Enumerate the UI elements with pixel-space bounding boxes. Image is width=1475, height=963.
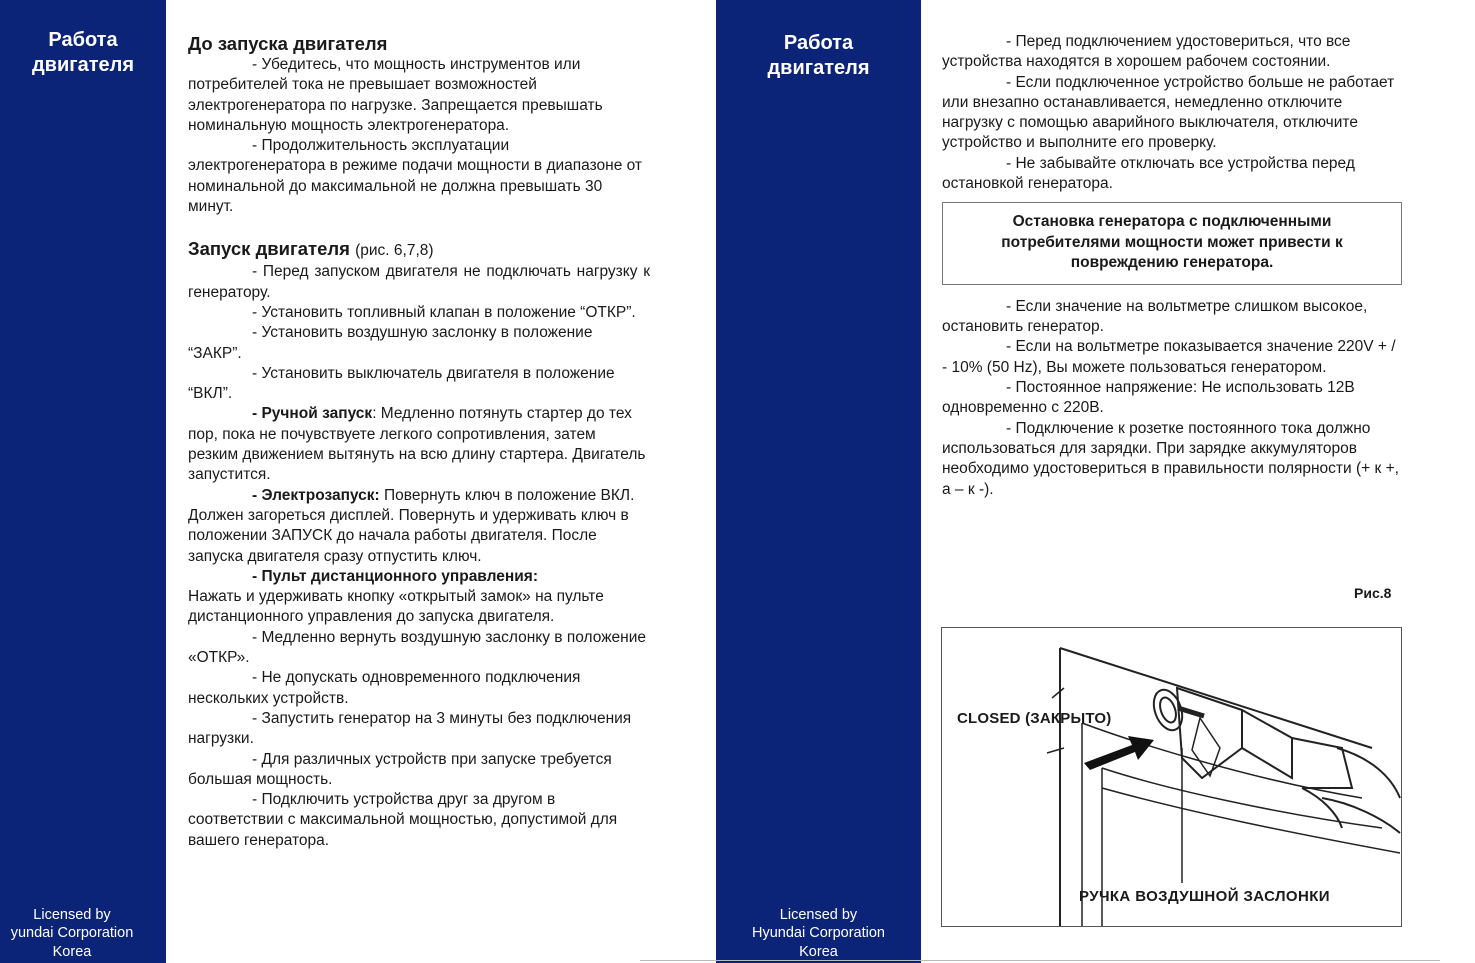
paragraph: - Не допускать одновременного подключения нескольких устройств. [188,669,581,707]
choke-figure [941,627,1402,927]
bottom-rule [640,960,1440,961]
paragraph: - Медленно вернуть воздушную заслонку в положение «ОТКР». [188,628,647,667]
paragraph-manual-start: - Ручной запуск: Медленно потянуть стартер до тех пор, пока не почувствуете легкого сопротивления, затем резким движением вытянуть на всю длину стартера. Двигатель запустится. [188,405,646,484]
paragraph: - Убедитесь, что мощность инструментов или потребителей тока не превышает возможностей электрогенератора по нагрузке. Запрещается превышать номинальную мощность электрогенератора. [188,56,603,134]
sidebar-title: Работа двигателя [767,32,870,79]
paragraph-electric-start: - Электрозапуск: Повернуть ключ в положение ВКЛ. Должен загореться дисплей. Повернуть и удерживать ключ в положении ЗАПУСК до начала работы двигателя. После запуска двигателя сразу отпустить ключ. [188,486,635,565]
paragraph-remote-control: - Пульт дистанционного управления: Нажать и удерживать кнопку «открытый замок» на пульте дистанционного управления до запуска двигателя. [188,567,604,626]
paragraph: - Установить топливный клапан в положение “ОТКР”. [252,303,636,321]
paragraph: - Не забывайте отключать все устройства перед остановкой генератора. [942,154,1355,193]
license-note: Licensed by yundai Corporation Korea [10,906,134,960]
paragraph: - Установить выключатель двигателя в положение “ВКЛ”. [188,364,615,403]
section-heading-engine-start: Запуск двигателя (рис. 6,7,8) [188,238,434,260]
paragraph: - Установить воздушную заслонку в положение “ЗАКР”. [188,324,593,362]
warning-box: Остановка генератора с подключенными потребителями мощности может привести к повреждению генератора. [942,202,1402,285]
paragraph: - Перед подключением удостовериться, что все устройства находятся в хорошем рабочем состоянии. [942,33,1351,71]
choke-illustration [942,628,1401,926]
choke-handle-label: РУЧКА ВОЗДУШНОЙ ЗАСЛОНКИ [1079,888,1330,905]
right-column [942,32,1404,500]
paragraph: - Постоянное напряжение: Не использовать 12В одновременно с 220В. [942,379,1355,417]
left-sidebar [0,0,166,963]
left-column [188,33,650,851]
paragraph: - Если значение на вольтметре слишком высокое, остановить генератор. [942,297,1368,336]
paragraph: - Перед запуском двигателя не подключать нагрузку к генератору. [188,263,650,301]
right-sidebar [716,0,921,963]
closed-label: CLOSED (ЗАКРЫТО) [957,710,1112,727]
license-note: Licensed by Hyundai Corporation Korea [752,906,885,960]
paragraph: - Если подключенное устройство больше не работает или внезапно останавливается, немедленно отключите нагрузку с помощью аварийного выключателя, отключите устройство и выполните его проверку. [942,73,1395,152]
sidebar-title: Работа двигателя [31,29,135,76]
paragraph: - Если на вольтметре показывается значение 220V + / - 10% (50 Hz), Вы можете пользоваться генератором. [942,338,1396,376]
paragraph: - Запустить генератор на 3 минуты без подключения нагрузки. [188,709,632,748]
paragraph: - Подключение к розетке постоянного тока должно использоваться для зарядки. При зарядке аккумуляторов необходимо удостовериться в правильности полярности (+ к +, а – к -). [942,419,1399,498]
paragraph: - Подключить устройства друг за другом в соответствии с максимальной мощностью, допустимой для вашего генератора. [188,791,618,849]
figure-label: Рис.8 [1354,585,1392,601]
section-heading-before-start: До запуска двигателя [188,33,388,54]
paragraph: - Продолжительность эксплуатации электрогенератора в режиме подачи мощности в диапазоне от номинальной до максимальной не должна превышать 30 минут. [188,137,643,216]
paragraph: - Для различных устройств при запуске требуется большая мощность. [188,750,612,788]
